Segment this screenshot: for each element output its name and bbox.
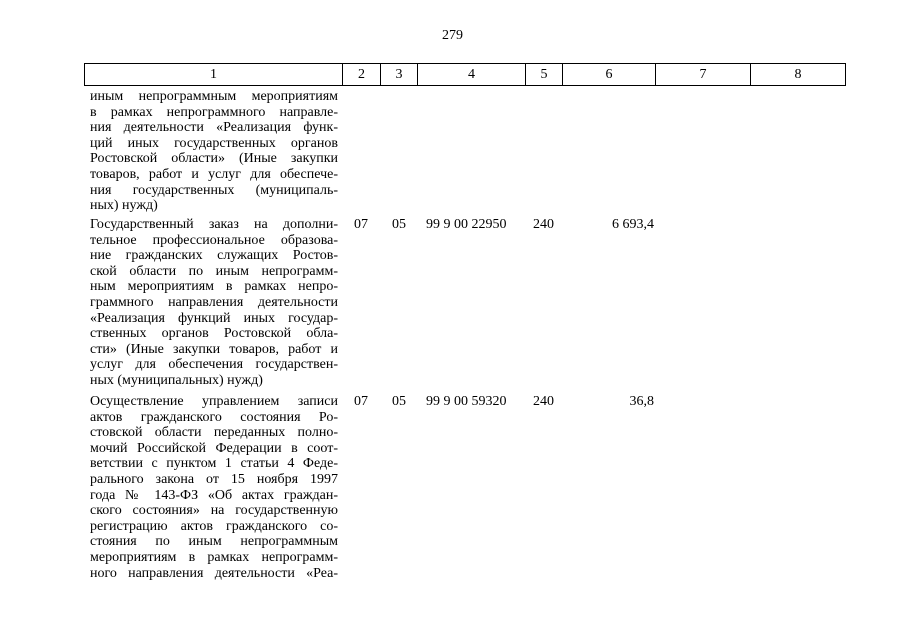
column-header-5: 5 xyxy=(526,64,563,86)
description-line: актов гражданского состояния Ро- xyxy=(90,409,338,425)
column-header-2: 2 xyxy=(343,64,381,86)
description-line: мочий Российской Федерации в соот- xyxy=(90,440,338,456)
description-line: ветствии с пунктом 1 статьи 4 Феде- xyxy=(90,456,338,472)
description-line: Осуществление управлением записи xyxy=(90,394,338,409)
description-line: ных (муниципальных) нужд) xyxy=(90,372,263,388)
description-line: ской области по иным непрограмм- xyxy=(90,263,338,279)
column-header-3: 3 xyxy=(381,64,418,86)
row-description xyxy=(90,89,338,214)
description-line: рального закона от 15 ноября 1997 xyxy=(90,471,338,487)
description-line: иным непрограммным мероприятиям xyxy=(90,89,338,104)
description-line: ского состояния» на государственную xyxy=(90,503,338,519)
column-header-1: 1 xyxy=(85,64,343,86)
expense-type-code: 240 xyxy=(533,217,554,232)
description-line: стовской области переданных полно- xyxy=(90,425,338,441)
column-header-6: 6 xyxy=(563,64,656,86)
description-line: стояния по иным непрограммным xyxy=(90,534,338,550)
section-code: 07 xyxy=(354,217,368,232)
page-number: 279 xyxy=(442,28,463,43)
description-line: ственных органов Ростовской обла- xyxy=(90,326,338,342)
description-line: в рамках непрограммного направле- xyxy=(90,104,338,120)
column-header-8: 8 xyxy=(751,64,846,86)
description-line: ных) нужд) xyxy=(90,198,158,214)
description-line: ций иных государственных органов xyxy=(90,135,338,151)
description-line: «Реализация функций иных государ- xyxy=(90,310,338,326)
expense-type-code: 240 xyxy=(533,394,554,409)
amount-value: 36,8 xyxy=(629,394,654,409)
description-line: регистрацию актов гражданского со- xyxy=(90,518,338,534)
column-header-7: 7 xyxy=(656,64,751,86)
description-line: сти» (Иные закупки товаров, работ и xyxy=(90,341,338,357)
amount-value: 6 693,4 xyxy=(612,217,654,232)
description-line: товаров, работ и услуг для обеспече- xyxy=(90,166,338,182)
description-line: ния государственных (муниципаль- xyxy=(90,182,338,198)
section-code: 07 xyxy=(354,394,368,409)
description-line: мероприятиям в рамках непрограмм- xyxy=(90,549,338,565)
description-line: ного направления деятельности «Реа- xyxy=(90,565,338,581)
description-line: тельное профессиональное образова- xyxy=(90,232,338,248)
description-line: ние гражданских служащих Ростов- xyxy=(90,248,338,264)
subsection-code: 05 xyxy=(392,217,406,232)
description-line: Ростовской области» (Иные закупки xyxy=(90,151,338,167)
target-article-code: 99 9 00 22950 xyxy=(426,217,507,232)
description-line: Государственный заказ на дополни- xyxy=(90,217,338,232)
row-description xyxy=(90,394,338,581)
description-line: ния деятельности «Реализация функ- xyxy=(90,120,338,136)
description-line: года № 143-ФЗ «Об актах граждан- xyxy=(90,487,338,503)
description-line: услуг для обеспечения государствен- xyxy=(90,357,338,373)
description-line: граммного направления деятельности xyxy=(90,294,338,310)
description-line: ным мероприятиям в рамках непро- xyxy=(90,279,338,295)
subsection-code: 05 xyxy=(392,394,406,409)
target-article-code: 99 9 00 59320 xyxy=(426,394,507,409)
row-description xyxy=(90,217,338,389)
column-header-table xyxy=(84,63,846,86)
column-header-row xyxy=(85,64,846,86)
column-header-4: 4 xyxy=(418,64,526,86)
